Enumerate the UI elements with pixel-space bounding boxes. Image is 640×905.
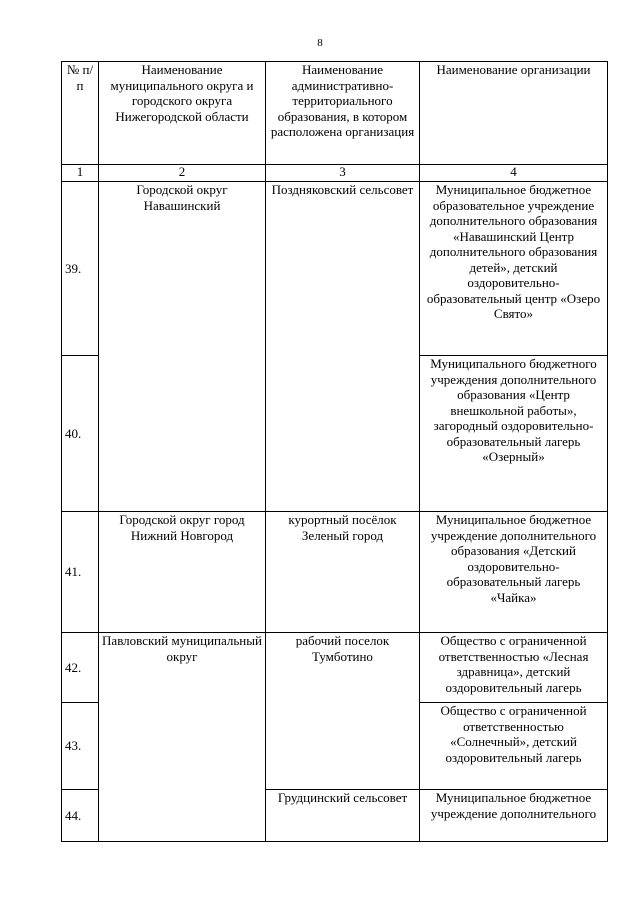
column-index: 4: [420, 165, 608, 182]
organization-cell: Муниципальное бюджетное учреждение дополнительного образования «Детский оздоровительно-образовательный лагерь «Чайка»: [420, 512, 608, 633]
column-index: 2: [99, 165, 266, 182]
organization-cell: Общество с ограниченной ответственностью «Солнечный», детский оздоровительный лагерь: [420, 703, 608, 790]
territory-cell: курортный посёлок Зеленый город: [266, 512, 420, 633]
organizations-table: [61, 61, 608, 842]
row-number: 42.: [62, 633, 99, 703]
territory-cell: Грудцинский сельсовет: [266, 790, 420, 842]
territory-cell: Поздняковский сельсовет: [266, 182, 420, 512]
table-row: [62, 633, 608, 703]
district-cell: Павловский муниципальный округ: [99, 633, 266, 842]
organization-cell: Муниципальное бюджетное образовательное учреждение дополнительного образования «Навашинский Центр дополнительного образования детей», детский оздоровительно-образовательный центр «Озеро Свято»: [420, 182, 608, 356]
header-territory: Наименование административно-территориального образования, в котором расположена организация: [266, 62, 420, 165]
header-number: № п/п: [62, 62, 99, 165]
row-number: 43.: [62, 703, 99, 790]
table-row: [62, 182, 608, 356]
organization-cell: Муниципальное бюджетное учреждение дополнительного: [420, 790, 608, 842]
row-number: 44.: [62, 790, 99, 842]
territory-cell: рабочий поселок Тумботино: [266, 633, 420, 790]
organization-cell: Муниципального бюджетного учреждения дополнительного образования «Центр внешкольной работы», загородный оздоровительно-образовательный лагерь «Озерный»: [420, 356, 608, 512]
header-district: Наименование муниципального округа и городского округа Нижегородской области: [99, 62, 266, 165]
header-organization: Наименование организации: [420, 62, 608, 165]
row-number: 41.: [62, 512, 99, 633]
page-number: 8: [317, 37, 323, 49]
organization-cell: Общество с ограниченной ответственностью «Лесная здравница», детский оздоровительный лагерь: [420, 633, 608, 703]
district-cell: Городской округ город Нижний Новгород: [99, 512, 266, 633]
column-index: 1: [62, 165, 99, 182]
table-row: [62, 512, 608, 633]
table-header-row: [62, 62, 608, 165]
row-number: 39.: [62, 182, 99, 356]
column-index-row: [62, 165, 608, 182]
row-number: 40.: [62, 356, 99, 512]
column-index: 3: [266, 165, 420, 182]
district-cell: Городской округ Навашинский: [99, 182, 266, 512]
